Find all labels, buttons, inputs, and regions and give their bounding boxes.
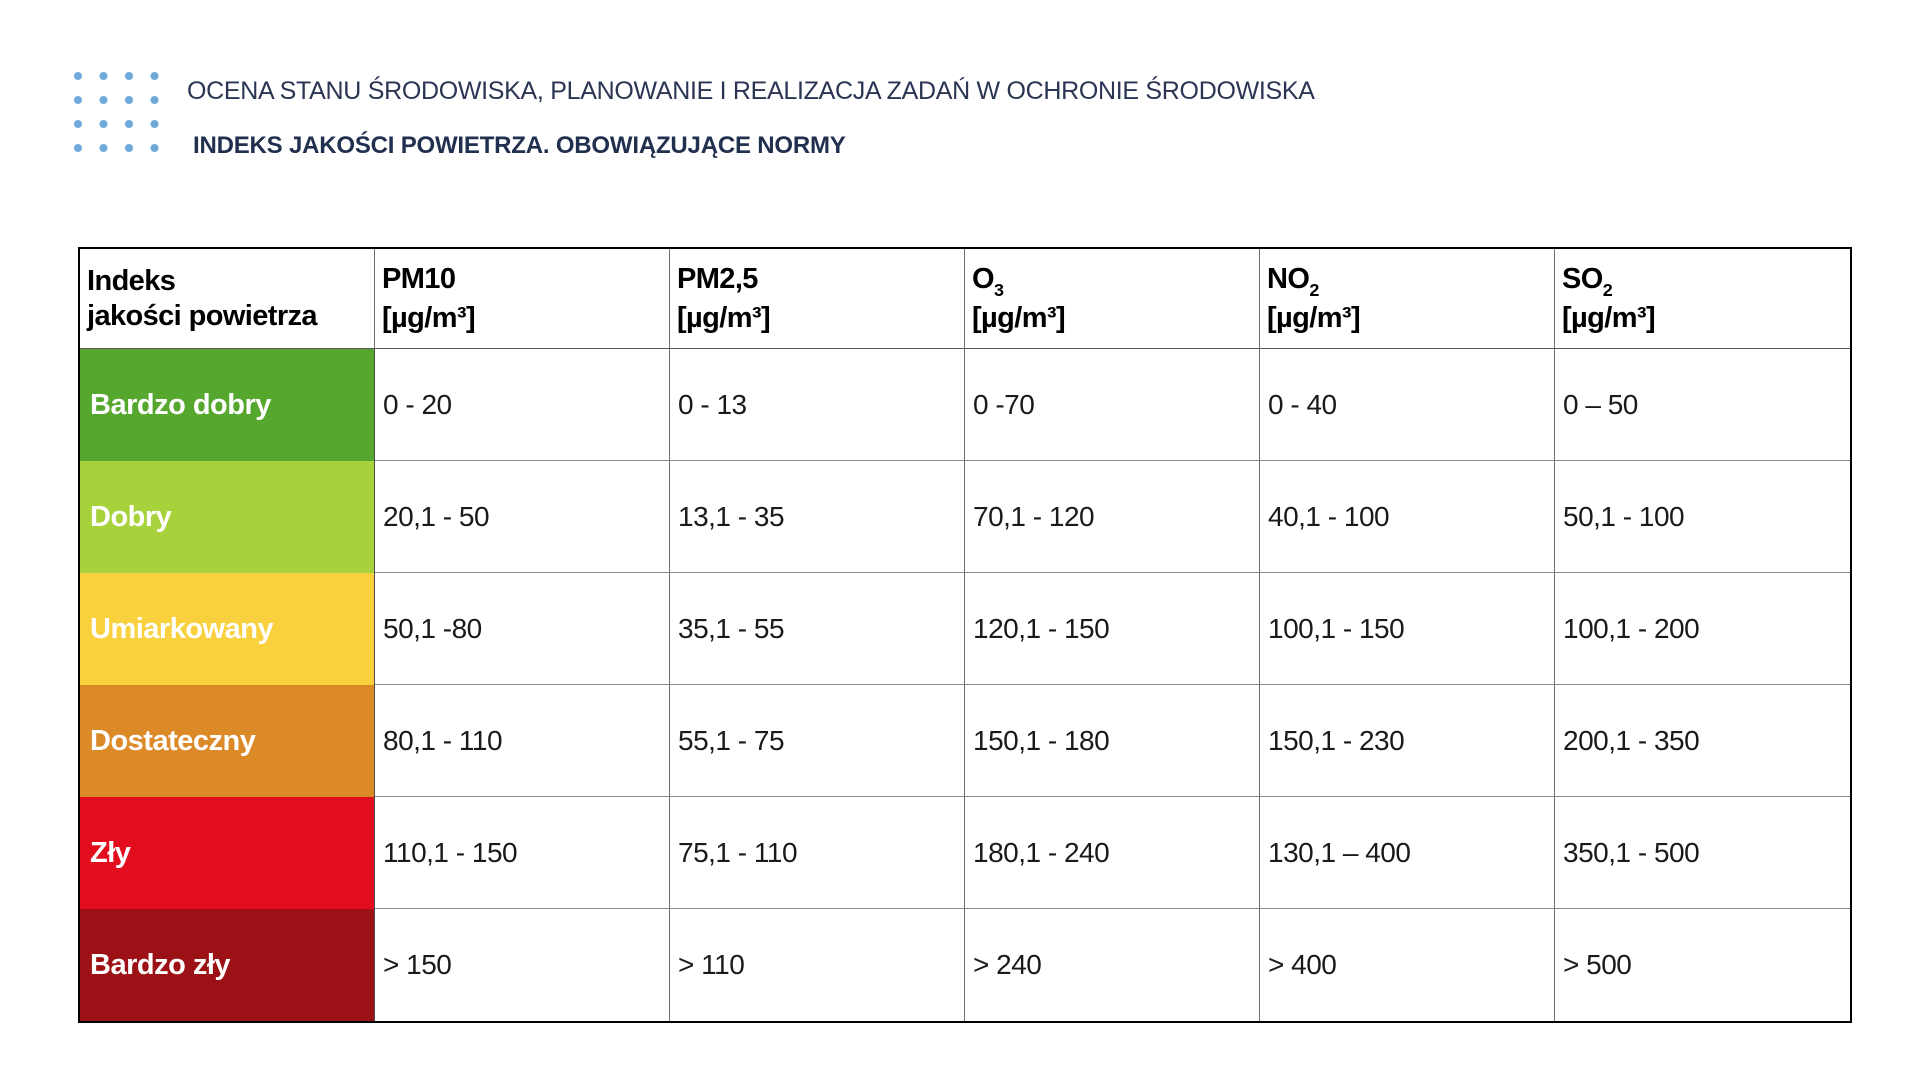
table-cell: 75,1 - 110: [670, 797, 965, 909]
row-label-bardzo-zly: Bardzo zły: [80, 909, 375, 1021]
table-cell: > 110: [670, 909, 965, 1021]
table-cell: 50,1 - 100: [1555, 461, 1850, 573]
table-cell: 55,1 - 75: [670, 685, 965, 797]
table-cell: 100,1 - 150: [1260, 573, 1555, 685]
air-quality-index-table: [78, 247, 1852, 1023]
pollutant-name: PM10: [382, 262, 456, 295]
table-cell: 20,1 - 50: [375, 461, 670, 573]
table-cell: 0 -70: [965, 349, 1260, 461]
table-cell: 0 - 13: [670, 349, 965, 461]
table-header-pm10: [375, 249, 670, 349]
table-cell: 0 – 50: [1555, 349, 1850, 461]
table-cell: 70,1 - 120: [965, 461, 1260, 573]
table-header-so2: [1555, 249, 1850, 349]
pollutant-unit: [µg/m³]: [677, 302, 771, 335]
pollutant-unit: [µg/m³]: [972, 302, 1066, 335]
table-cell: 120,1 - 150: [965, 573, 1260, 685]
table-cell: 40,1 - 100: [1260, 461, 1555, 573]
table-header-o3: [965, 249, 1260, 349]
header-index-line1: Indeks: [87, 265, 176, 298]
table-header-index: [80, 249, 375, 349]
pollutant-name: PM2,5: [677, 262, 758, 295]
table-cell: 80,1 - 110: [375, 685, 670, 797]
table-cell: > 500: [1563, 949, 1632, 980]
table-cell: 0 - 20: [375, 349, 670, 461]
pollutant-unit: [µg/m³]: [382, 302, 476, 335]
page-title: OCENA STANU ŚRODOWISKA, PLANOWANIE I REALIZACJA ZADAŃ W OCHRONIE ŚRODOWISKA: [187, 77, 1315, 105]
pollutant-unit: [µg/m³]: [1562, 302, 1656, 335]
header-index-line2: jakości powietrza: [87, 299, 317, 332]
table-cell: 13,1 - 35: [670, 461, 965, 573]
row-label-dostateczny: Dostateczny: [80, 685, 375, 797]
pollutant-name: $SO_2$: [1562, 262, 1613, 300]
table-cell: 150,1 - 180: [965, 685, 1260, 797]
table-header-no2: [1260, 249, 1555, 349]
table-cell: 350,1 - 500: [1555, 797, 1850, 909]
table-cell: 50,1 -80: [375, 573, 670, 685]
table-cell: > 150: [375, 909, 670, 1021]
row-label-umiarkowany: Umiarkowany: [80, 573, 375, 685]
page-subtitle: INDEKS JAKOŚCI POWIETRZA. OBOWIĄZUJĄCE NORMY: [193, 132, 846, 159]
table-cell: 150,1 - 230: [1260, 685, 1555, 797]
row-label-zly: Zły: [80, 797, 375, 909]
table-cell: 200,1 - 350: [1555, 685, 1850, 797]
table-cell: 110,1 - 150: [375, 797, 670, 909]
table-cell: 100,1 - 200: [1555, 573, 1850, 685]
table-cell: 0 - 40: [1260, 349, 1555, 461]
row-label-bardzo-dobry: Bardzo dobry: [80, 349, 375, 461]
pollutant-name: $NO_2$: [1267, 262, 1319, 300]
table-cell: 35,1 - 55: [670, 573, 965, 685]
dots-decoration: [72, 70, 172, 166]
table-cell: 130,1 – 400: [1260, 797, 1555, 909]
row-label-dobry: Dobry: [80, 461, 375, 573]
table-header-pm25: [670, 249, 965, 349]
pollutant-name: $O_3$: [972, 262, 1004, 300]
pollutant-unit: [µg/m³]: [1267, 302, 1361, 335]
table-cell: > 400: [1260, 909, 1555, 1021]
table-cell: > 240: [965, 909, 1260, 1021]
table-cell: 180,1 - 240: [965, 797, 1260, 909]
